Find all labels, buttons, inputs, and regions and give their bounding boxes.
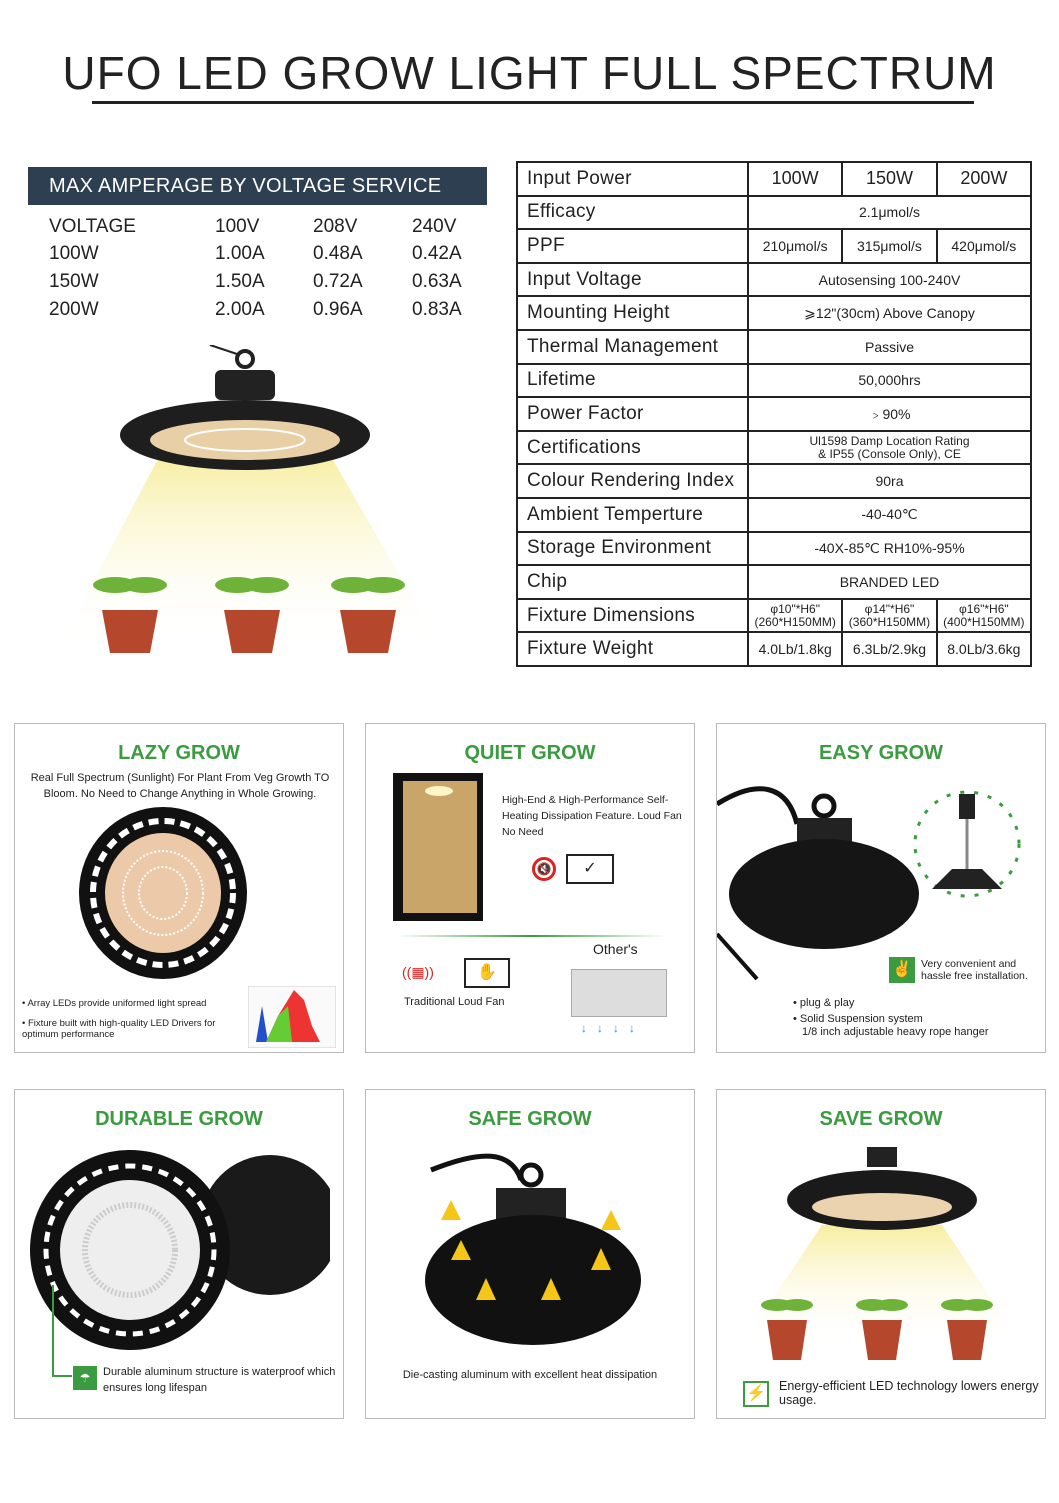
amp-cell: 2.00A [215,299,265,320]
panel-title: SAVE GROW [819,1108,943,1130]
amp-cell: 0.83A [412,299,462,320]
spec-label: PPF [517,229,748,263]
spec-label: Input Voltage [517,263,748,297]
panel-title: LAZY GROW [118,742,240,764]
spec-value: ﹥90% [748,397,1031,431]
plant-leaves [93,577,405,593]
spec-row [517,431,1031,465]
divider [396,935,666,937]
panel-durable-grow [14,1089,344,1419]
spec-table [516,161,1032,667]
spec-label: Certifications [517,431,748,465]
others-label: Other's [593,941,638,957]
safe-note: Die-casting aluminum with excellent heat dissipation [402,1369,658,1381]
panel-description: Real Full Spectrum (Sunlight) For Plant From Veg Growth TO Bloom. No Need to Change Anything in Whole Growing. [30,772,330,800]
panel-safe-grow [365,1089,695,1419]
spec-value: 315μmol/s [842,229,936,263]
save-lamp-plants-image [732,1135,1032,1370]
amp-cell: 0.48A [313,243,363,264]
spec-row [517,632,1031,666]
bullet: • Array LEDs provide uniformed light spread [22,998,207,1009]
amp-cell: 150W [49,271,99,292]
panel-description: High-End & High-Performance Self-Heating Dissipation Feature. Loud Fan No Need [502,794,682,838]
spec-value: -40X-85℃ RH10%-95% [748,532,1031,566]
bullet: • Solid Suspension system [793,1013,923,1025]
amp-cell: 1.00A [215,243,265,264]
amp-cell: 100V [215,216,260,237]
bullet: • Fixture built with high-quality LED Drivers for optimum performance [22,1018,216,1040]
spec-label: Ambient Temperture [517,498,748,532]
spec-value: φ16"*H6" (400*H150MM) [937,599,1031,633]
spec-label: Chip [517,565,748,599]
page-title: UFO LED GROW LIGHT FULL SPECTRUM [62,47,997,99]
fan-caption: Traditional Loud Fan [404,996,505,1008]
spec-value: φ14"*H6" (360*H150MM) [842,599,936,633]
spec-row [517,464,1031,498]
save-note: Energy-efficient LED technology lowers energy usage. [779,1379,1039,1407]
hanging-ring-icon [237,351,253,367]
grow-light-illustration [40,345,480,665]
install-note: Very convenient and hassle free installation. [921,958,1028,982]
spec-label: Lifetime [517,364,748,398]
spec-value: 6.3Lb/2.9kg [842,632,936,666]
amp-cell: 240V [412,216,457,237]
panel-easy-grow [716,723,1046,1053]
hand-icon: ✌ [889,957,915,983]
amp-cell: VOLTAGE [49,216,136,237]
bullet: • plug & play [793,997,855,1009]
spec-value: Ul1598 Damp Location Rating & IP55 (Console Only), CE [748,431,1031,465]
spec-row [517,263,1031,297]
loud-fan-icon: ((▦)) [402,964,434,980]
spec-row [517,565,1031,599]
spec-row [517,196,1031,230]
spec-value: 210μmol/s [748,229,842,263]
amp-cell: 0.72A [313,271,363,292]
callout-line [52,1285,54,1375]
spec-label: Colour Rendering Index [517,464,748,498]
silent-icon: ✓ [566,854,614,884]
spec-value: BRANDED LED [748,565,1031,599]
spec-row [517,296,1031,330]
panel-title: QUIET GROW [464,742,596,764]
spec-value: 90ra [748,464,1031,498]
spec-value: Autosensing 100-240V [748,263,1031,297]
amp-cell: 0.42A [412,243,462,264]
title-underline [92,101,974,104]
led-panel-image [77,806,249,981]
spec-value: 2.1μmol/s [748,196,1031,230]
no-sound-icon: 🔇 [532,857,556,881]
airflow-arrows-icon: ↓↓↓↓ [581,1021,645,1035]
spec-label: Fixture Dimensions [517,599,748,633]
spec-value: φ10"*H6" (260*H150MM) [748,599,842,633]
spec-label: Efficacy [517,196,748,230]
spec-label: Input Power [517,162,748,196]
rope-hanger-image [912,789,1027,899]
heat-dissipation-lamp-image [421,1150,651,1350]
spec-row [517,364,1031,398]
spec-value: -40-40℃ [748,498,1031,532]
energy-plug-icon: ⚡ [743,1381,769,1407]
spec-row [517,397,1031,431]
spec-value: 100W [748,162,842,196]
spec-value: 4.0Lb/1.8kg [748,632,842,666]
spec-value: 50,000hrs [748,364,1031,398]
panel-title: DURABLE GROW [95,1108,263,1130]
spec-label: Thermal Management [517,330,748,364]
grow-tent-image [391,769,486,924]
callout-line [52,1375,72,1377]
panel-quiet-grow [365,723,695,1053]
waterproof-icon: ☂ [73,1366,97,1390]
amperage-heading: MAX AMPERAGE BY VOLTAGE SERVICE [28,167,487,205]
amp-cell: 200W [49,299,99,320]
spec-value: 150W [842,162,936,196]
bullet: 1/8 inch adjustable heavy rope hanger [802,1026,989,1038]
panel-lazy-grow [14,723,344,1053]
amp-cell: 100W [49,243,99,264]
panel-title: SAFE GROW [468,1108,592,1130]
panel-title: EASY GROW [818,742,944,764]
spec-label: Fixture Weight [517,632,748,666]
spec-value: 200W [937,162,1031,196]
spec-value: 8.0Lb/3.6kg [937,632,1031,666]
spec-label: Storage Environment [517,532,748,566]
amp-cell: 1.50A [215,271,265,292]
amp-cell: 0.96A [313,299,363,320]
spec-row [517,498,1031,532]
spectrum-chart-image [248,986,336,1048]
spec-row [517,532,1031,566]
spec-label: Mounting Height [517,296,748,330]
amp-cell: 208V [313,216,358,237]
durable-lamp-image [30,1145,330,1350]
noise-icon: ✋ [464,958,510,988]
ufo-lamp-cable-image [717,784,927,984]
spec-label: Power Factor [517,397,748,431]
durable-note: Durable aluminum structure is waterproof which ensures long lifespan [103,1366,336,1394]
competitor-fan-light-image [571,969,667,1017]
amp-cell: 0.63A [412,271,462,292]
spec-row [517,330,1031,364]
spec-value: 420μmol/s [937,229,1031,263]
plant-pot [102,610,396,653]
spec-row [517,162,1031,196]
spec-row [517,599,1031,633]
panel-save-grow [716,1089,1046,1419]
spec-value: Passive [748,330,1031,364]
spec-value: ⩾12"(30cm) Above Canopy [748,296,1031,330]
spec-row [517,229,1031,263]
